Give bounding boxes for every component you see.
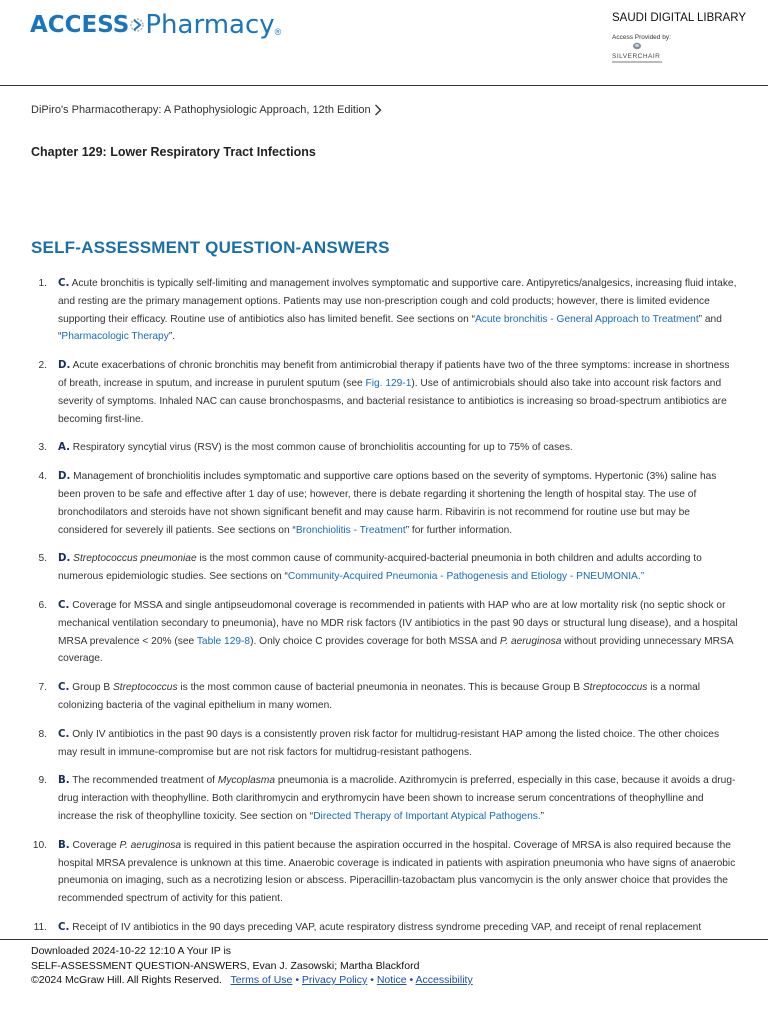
section-reference-link[interactable]: Fig. 129-1 [365, 377, 412, 389]
answer-body [58, 597, 738, 668]
answer-letter: D. [58, 553, 71, 565]
answer-item [18, 772, 738, 825]
answer-body [58, 726, 738, 762]
accessibility-link[interactable]: Accessibility [415, 974, 473, 986]
section-reference-link[interactable]: Community-Acquired Pneumonia - Pathogenesis and Etiology - PNEUMONIA. [287, 571, 641, 583]
answer-text: ” for further information. [405, 524, 513, 536]
answer-item [18, 726, 738, 762]
answer-text: The recommended treatment of [72, 775, 218, 787]
section-reference-link[interactable]: Pharmacologic Therapy [61, 331, 169, 343]
silverchair-logo-icon [632, 42, 642, 50]
section-reference-link[interactable]: Table 129-8 [196, 635, 251, 647]
answer-body [58, 837, 738, 908]
italic-term: Streptococcus pneumoniae [73, 553, 197, 565]
answer-letter: C. [58, 599, 70, 611]
logo-access-text: ACCESS [30, 12, 130, 38]
answer-text: Coverage [72, 839, 120, 851]
section-reference-link[interactable]: Directed Therapy of Important Atypical Pathogens. [313, 810, 541, 822]
answer-letter: B. [58, 775, 70, 787]
institution-name: SAUDI DIGITAL LIBRARY [612, 12, 746, 24]
answer-item [18, 468, 738, 539]
italic-term: Mycoplasma [217, 775, 276, 787]
answer-body [58, 439, 738, 457]
italic-term: P. aeruginosa [499, 635, 562, 647]
chevron-right-icon [374, 104, 382, 116]
answer-number: 3. [38, 442, 47, 454]
copyright-text: ©2024 McGraw Hill. All Rights Reserved. [31, 974, 222, 986]
answer-number: 10. [32, 839, 47, 851]
page-header [0, 0, 768, 86]
answer-text: Respiratory syncytial virus (RSV) is the most common cause of bronchiolitis accounting for up to 75% of cases. [72, 442, 573, 454]
italic-term: Streptococcus [112, 682, 178, 694]
answer-item [18, 597, 738, 668]
section-reference-link[interactable]: Bronchiolitis - Treatment [295, 524, 406, 536]
access-provided-label: Access Provided by: [612, 34, 671, 41]
answer-number: 2. [38, 360, 47, 372]
section-reference-link[interactable]: ” [640, 571, 645, 583]
answer-text: ” and “ [58, 313, 722, 343]
answer-number: 4. [38, 471, 47, 483]
answer-item [18, 357, 738, 428]
answer-item [18, 439, 738, 457]
answer-number: 1. [38, 278, 47, 289]
logo-gear-icon [130, 12, 144, 38]
answers-list [18, 275, 738, 948]
provider-tagline-rule [612, 61, 662, 63]
accesspharmacy-logo[interactable] [30, 10, 281, 40]
footer-separator: • [295, 974, 299, 986]
answer-text: is the most common cause of bacterial pneumonia in neonates. This is because Group B [177, 682, 583, 694]
answer-number: 5. [38, 553, 47, 565]
answer-text: is the most common cause of community-acquired-bacterial pneumonia in both children and adults according to numerous epidemiologic studies. See sections on “ [58, 553, 702, 583]
privacy-policy-link[interactable]: Privacy Policy [301, 974, 368, 986]
answer-text: ”. [168, 331, 176, 343]
breadcrumb[interactable] [31, 104, 382, 116]
answer-text: is required in this patient because the aspiration occurred in the hospital. Coverage of MRSA is also required because the hospital MRSA prevalence is unknown at this time. Anaerobic coverage is indicated in patients with aspiration pneumonia who have signs of anaerobic pneumonia on imaging, such as a necrotizing lesion or abscess. Piperacillin-tazobactam plus vancomycin is the only answer choice that provides the recommended spectrum of activity for this patient. [58, 839, 736, 905]
logo-registered-mark: ® [274, 27, 282, 37]
answer-number: 6. [38, 599, 47, 611]
page-footer [0, 939, 768, 986]
answer-body [58, 679, 738, 715]
provider-name: SILVERCHAIR [612, 53, 661, 60]
answer-item [18, 837, 738, 908]
answer-letter: C. [58, 278, 70, 289]
answer-letter: C. [58, 921, 70, 933]
footer-separator: • [409, 974, 414, 986]
answer-number: 7. [38, 682, 47, 694]
section-title: SELF-ASSESSMENT QUESTION-ANSWERS [31, 238, 390, 257]
logo-pharmacy-text: Pharmacy [145, 10, 275, 40]
answer-text: is a normal colonizing bacteria of the vaginal epithelium in many women. [58, 682, 701, 711]
answer-number: 8. [38, 728, 47, 740]
answer-item [18, 550, 738, 586]
answer-text: ). Only choice C provides coverage for both MSSA and [250, 635, 500, 647]
download-info: Downloaded 2024-10-22 12:10 A Your IP is [31, 945, 232, 957]
answer-letter: D. [58, 360, 71, 372]
answer-text: Group B [72, 682, 113, 694]
answer-number: 11. [33, 921, 47, 933]
answer-body [58, 772, 738, 825]
answer-letter: D. [58, 471, 71, 483]
answer-body [58, 357, 738, 428]
breadcrumb-book-title[interactable]: DiPiro's Pharmacotherapy: A Pathophysiologic Approach, 12th Edition [31, 104, 371, 116]
answer-text: ). Use of antimicrobials should also take into account risk factors and severity of symptoms. Inhaled NAC can cause bronchospasms, and bacterial resistance to antibiotics is increasing so broad-spectrum antibiotics are becoming first-line. [58, 377, 727, 425]
notice-link[interactable]: Notice [376, 974, 407, 986]
answer-body [58, 550, 738, 586]
answer-text: Coverage for MSSA and single antipseudomonal coverage is recommended in patients with HAP who are at low mortality risk (no septic shock or mechanical ventilation secondary to pneumonia), have no MDR risk factors (IV antibiotics in the past 90 days or structural lung disease), and a hospital MRSA prevalence < 20% (see [58, 599, 738, 647]
answer-letter: C. [58, 728, 70, 740]
answer-text: Management of bronchiolitis includes symptomatic and supportive care options based on the severity of symptoms. Hypertonic (3%) saline has been proven to be safe and effective after 1 day of use; however, there is debate regarding it shortening the length of hospital stay. The use of bronchodilators and steroids have not shown significant benefit and may cause harm. Ribavirin is not recommend for routine use but may be considered for severely ill patients. See sections on “ [58, 471, 717, 536]
answer-text: without providing unnecessary MRSA coverage. [58, 635, 733, 665]
italic-term: P. aeruginosa [119, 839, 182, 851]
answer-text: ” [540, 810, 545, 822]
section-reference-link[interactable]: Acute bronchitis - General Approach to Treatment [474, 313, 699, 325]
answer-item [18, 679, 738, 715]
answer-item [18, 275, 738, 346]
italic-term: Streptococcus [582, 682, 648, 694]
answer-letter: C. [58, 682, 70, 694]
chapter-title: Chapter 129: Lower Respiratory Tract Infections [31, 145, 316, 159]
footer-legal-line [31, 974, 473, 986]
citation: SELF-ASSESSMENT QUESTION-ANSWERS, Evan J. Zasowski; Martha Blackford [31, 960, 420, 972]
answer-body [58, 919, 738, 937]
answer-body [58, 275, 738, 346]
answer-text: Acute bronchitis is typically self-limiting and management involves symptomatic and supportive care. Antipyretics/analgesics, increasing fluid intake, and resting are the primary management options. Patients may use non-prescription cough and cold products; however, there is limited evidence supporting their efficacy. Routine use of antibiotics also has limited benefit. See sections on “ [58, 278, 737, 325]
answer-letter: A. [58, 442, 70, 454]
footer-separator: • [370, 974, 374, 986]
terms-of-use-link[interactable]: Terms of Use [230, 974, 293, 986]
answer-item [18, 919, 738, 937]
answer-text: pneumonia is a macrolide. Azithromycin is preferred, especially in this case, because it avoids a drug-drug interaction with theophylline. Both clarithromycin and erythromycin have been shown to increase serum concentrations of theophylline and increase the risk of theophylline toxicity. See section on “ [58, 775, 736, 822]
answer-body [58, 468, 738, 539]
answer-text: Acute exacerbations of chronic bronchitis may benefit from antimicrobial therapy if patients have two of the three symptoms: increase in shortness of breath, increase in sputum, and increase in purulent sputum (see [58, 360, 730, 389]
answer-text: Receipt of IV antibiotics in the 90 days preceding VAP, acute respiratory distress syndrome preceding VAP, and receipt of renal replacement [72, 921, 702, 933]
answer-number: 9. [38, 775, 47, 787]
answer-letter: B. [58, 839, 70, 851]
answer-text: Only IV antibiotics in the past 90 days is a consistently proven risk factor for multidrug-resistant HAP among the listed choice. The other choices may result in immune-compromise but are not risk factors for multidrug-resistant pathogens. [58, 728, 720, 758]
